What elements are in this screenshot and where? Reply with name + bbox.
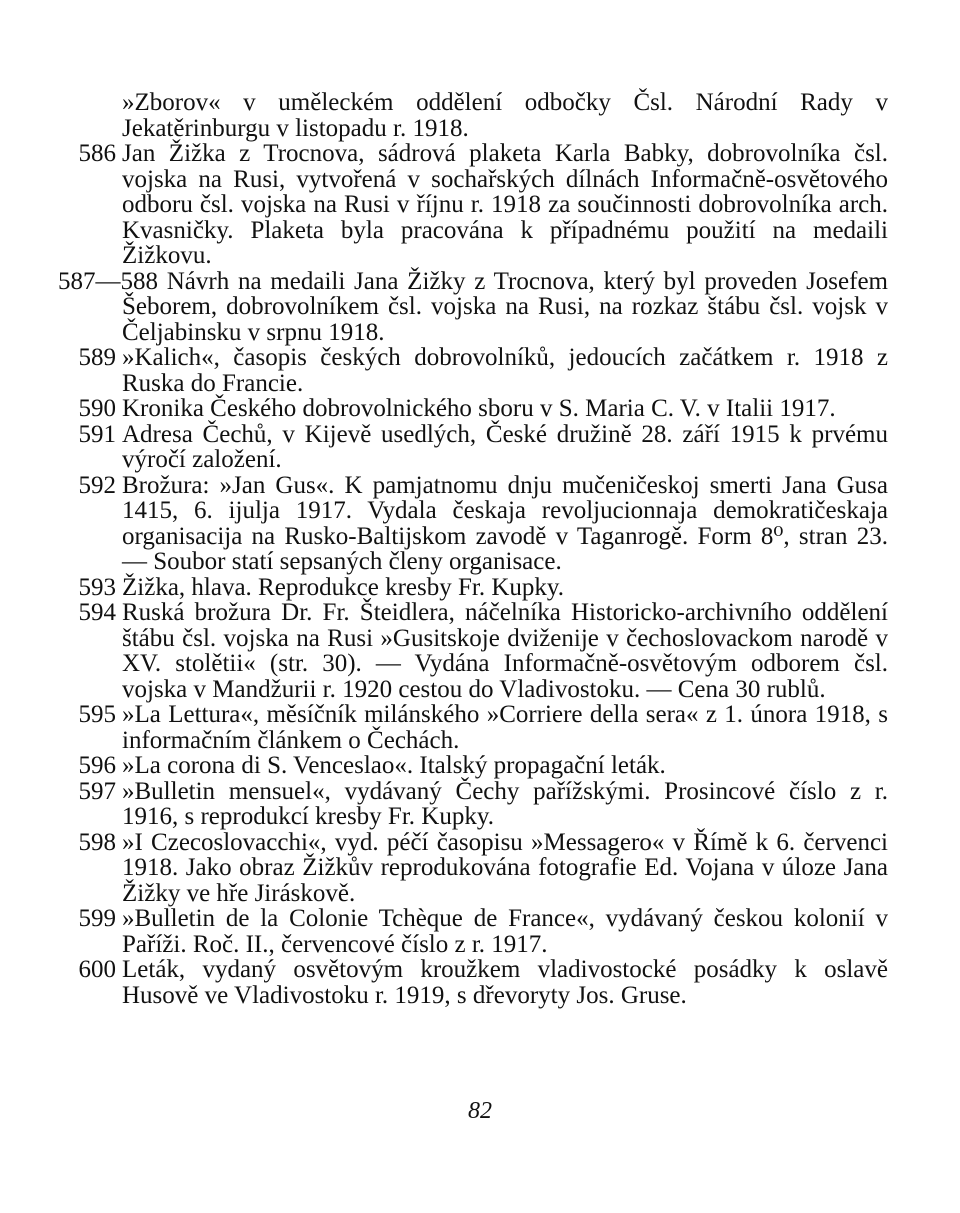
- catalog-entry-587-588: [58, 269, 888, 346]
- entry-text: Leták, vydaný osvětovým kroužkem vladivostocké posádky k oslavě Husově ve Vladivostoku r. 1919, s dřevoryty Jos. Gruse.: [122, 956, 888, 1009]
- catalog-entry-590: [58, 396, 888, 422]
- catalog-entry-595: [58, 702, 888, 753]
- entry-text: Ruská brožura Dr. Fr. Šteidlera, náčelníka Historicko-archivního oddělení štábu čsl. vojska na Rusi »Gusitskoje dviženije v čechoslovackom narodě v XV. stolětii« (str. 30). — Vydána Informačně-osvětovým odborem čsl. vojska v Mandžurii r. 1920 cestou do Vladivostoku. — Cena 30 rublů.: [122, 599, 888, 703]
- entry-range-block: [58, 269, 888, 346]
- catalog-entry-600: [58, 957, 888, 1008]
- catalog-entry-599: [58, 906, 888, 957]
- entry-text: »Bulletin mensuel«, vydávaný Čechy pařížskými. Prosincové číslo z r. 1916, s reprodukcí kresby Fr. Kupky.: [122, 777, 888, 830]
- catalog-entry-592: [58, 473, 888, 575]
- entry-text: »Zborov« v uměleckém oddělení odbočky Čsl. Národní Rady v Jekatěrinburgu v listopadu r. 1918.: [122, 89, 888, 142]
- page-number: 82: [468, 1098, 492, 1124]
- entry-number: 592: [78, 471, 116, 499]
- entry-text: Návrh na medaili Jana Žižky z Trocnova, který byl proveden Josefem Šeborem, dobrovolníkem čsl. vojska na Rusi, na rozkaz štábu čsl. vojsk v Čeljabinsku v srpnu 1918.: [122, 267, 889, 346]
- entry-number: 594: [78, 599, 116, 626]
- catalog-entry-586: [58, 141, 888, 269]
- entry-text: Jan Žižka z Trocnova, sádrová plaketa Karla Babky, dobrovolníka čsl. vojska na Rusi, vytvořená v sochařských dílnách Informačně-osvětového odboru čsl. vojska na Rusi v říjnu r. 1918 za součinnosti dobrovolníka arch. Kvasničky. Plaketa byla pracována k případnému použití na medaili Žižkovu.: [122, 140, 888, 269]
- entry-text: Brožura: »Jan Gus«. K pamjatnomu dnju mučeničeskoj smerti Jana Gusa 1415, 6. ijulja 1917. Vydala českaja revoljucionnaja demokratičeskaja organisacija na Rusko-Baltijskom zavodě v Taganrogě. Form 8⁰, stran 23. — Soubor statí sepsaných členy organisace.: [122, 471, 888, 575]
- entry-number: 589: [78, 344, 116, 371]
- entry-text: Kronika Českého dobrovolnického sboru v S. Maria C. V. v Italii 1917.: [122, 395, 836, 422]
- catalog-entry-598: [58, 830, 888, 907]
- entry-number: 596: [78, 752, 116, 779]
- catalog-entry-596: [58, 753, 888, 779]
- entry-number: 591: [78, 420, 116, 448]
- catalog-entry-593: [58, 575, 888, 601]
- entry-text: Adresa Čechů, v Kijevě usedlých, České družině 28. září 1915 k prvému výročí založení.: [122, 420, 888, 473]
- catalog-entry-continuation: [58, 90, 888, 141]
- catalog-entry-594: [58, 600, 888, 702]
- entry-text: »Bulletin de la Colonie Tchèque de France«, vydávaný českou kolonií v Paříži. Roč. II., červencové číslo z r. 1917.: [122, 905, 888, 958]
- entry-number: 587—588: [58, 267, 158, 295]
- entry-number: 595: [78, 701, 116, 728]
- catalog-entry-591: [58, 422, 888, 473]
- entry-number: 597: [78, 777, 116, 805]
- entry-number: 586: [78, 140, 116, 167]
- entry-number: 593: [78, 573, 116, 601]
- entry-number: 590: [78, 395, 116, 422]
- catalog-entries: [58, 90, 888, 1008]
- entry-text: »La corona di S. Venceslao«. Italský propagační leták.: [122, 752, 666, 779]
- entry-number: 599: [78, 905, 116, 932]
- entry-number: 598: [78, 828, 116, 856]
- entry-text: Žižka, hlava. Reprodukce kresby Fr. Kupky.: [122, 573, 565, 601]
- entry-text: »I Czecoslovacchi«, vyd. péčí časopisu »Messagero« v Římě k 6. červenci 1918. Jako obraz Žižkův reprodukována fotografie Ed. Vojana v úloze Jana Žižky ve hře Jiráskově.: [122, 828, 888, 907]
- entry-number: 600: [78, 956, 116, 983]
- entry-text: »Kalich«, časopis českých dobrovolníků, jedoucích začátkem r. 1918 z Ruska do Francie.: [122, 344, 888, 397]
- catalog-entry-597: [58, 779, 888, 830]
- catalog-entry-589: [58, 345, 888, 396]
- entry-text: »La Lettura«, měsíčník milánského »Corriere della sera« z 1. února 1918, s informačním článkem o Čechách.: [122, 701, 888, 754]
